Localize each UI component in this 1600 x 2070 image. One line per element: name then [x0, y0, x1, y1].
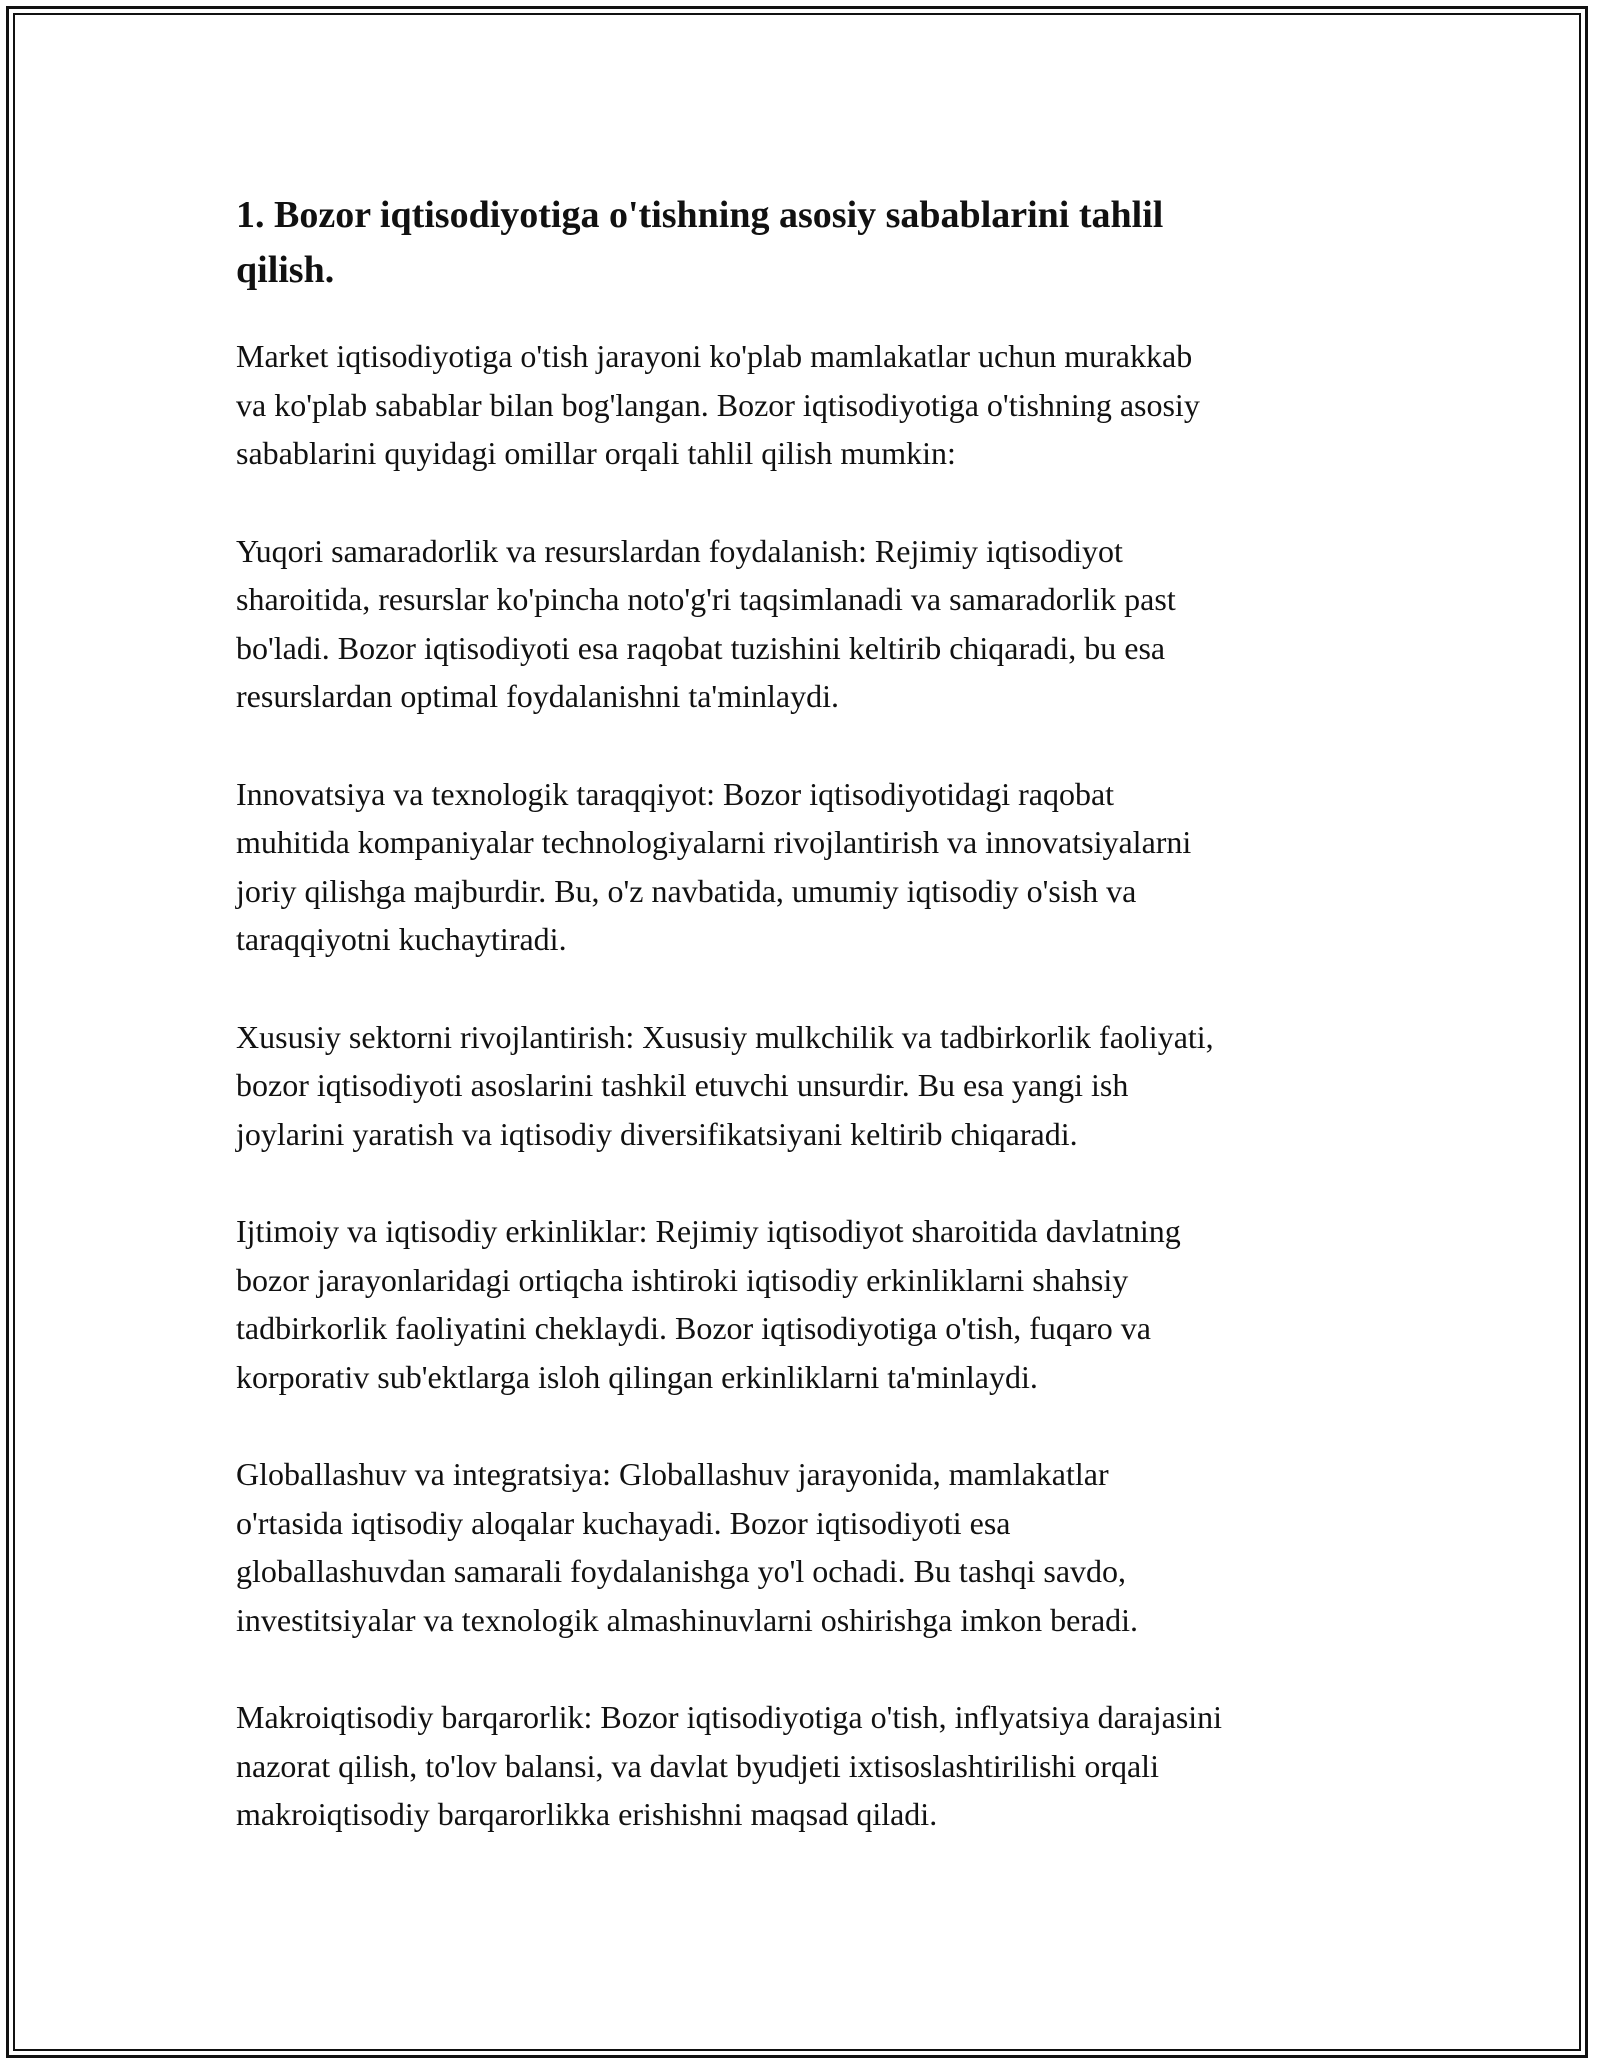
paragraph-efficiency: Yuqori samaradorlik va resurslardan foydalanish: Rejimiy iqtisodiyot sharoitida, resurslar ko'pincha noto'g'ri taqsimlanadi va samaradorlik past bo'ladi. Bozor iqtisodiyoti esa raqobat tuzishini keltirib chiqaradi, bu esa resurslardan optimal foydalanishni ta'minlaydi.	[236, 532, 1176, 714]
paragraph-intro: Market iqtisodiyotiga o'tish jarayoni ko'plab mamlakatlar uchun murakkab va ko'plab sabablar bilan bog'langan. Bozor iqtisodiyotiga o'tishning asosiy sabablarini quyidagi omillar orqali tahlil qilish mumkin:	[236, 338, 1200, 471]
paragraph-freedoms: Ijtimoiy va iqtisodiy erkinliklar: Rejimiy iqtisodiyot sharoitida davlatning bozor jarayonlaridagi ortiqcha ishtiroki iqtisodiy erkinliklarni shahsiy tadbirkorlik faoliyatini cheklaydi. Bozor iqtisodiyotiga o'tish, fuqaro va korporativ sub'ektlarga isloh qilingan erkinliklarni ta'minlaydi.	[236, 1213, 1181, 1395]
paragraph-private-sector: Xususiy sektorni rivojlantirish: Xususiy mulkchilik va tadbirkorlik faoliyati, bozor iqtisodiyoti asoslarini tashkil etuvchi unsurdir. Bu esa yangi ish joylarini yaratish va iqtisodiy diversifikatsiyani keltirib chiqaradi.	[236, 1018, 1214, 1152]
paragraph-innovation: Innovatsiya va texnologik taraqqiyot: Bozor iqtisodiyotidagi raqobat muhitida kompaniyalar technologiyalarni rivojlantirish va innovatsiyalarni joriy qilishga majburdir. Bu, o'z navbatida, umumiy iqtisodiy o'sish va taraqqiyotni kuchaytiradi.	[236, 775, 1192, 957]
paragraph-macro-stability: Makroiqtisodiy barqarorlik: Bozor iqtisodiyotiga o'tish, inflyatsiya darajasini nazorat qilish, to'lov balansi, va davlat byudjeti ixtisoslashtirilishi orqali makroiqtisodiy barqarorlikka erishishni maqsad qiladi.	[236, 1699, 1223, 1832]
document-heading: 1. Bozor iqtisodiyotiga o'tishning asosiy sabablarini tahlil qilish.	[236, 194, 1164, 291]
paragraph-globalization: Globallashuv va integratsiya: Globallashuv jarayonida, mamlakatlar o'rtasida iqtisodiy aloqalar kuchayadi. Bozor iqtisodiyoti esa globallashuvdan samarali foydalanishga yo'l ochadi. Bu tashqi savdo, investitsiyalar va texnologik almashinuvlarni oshirishga imkon beradi.	[236, 1456, 1139, 1638]
document-body	[236, 188, 1386, 1888]
